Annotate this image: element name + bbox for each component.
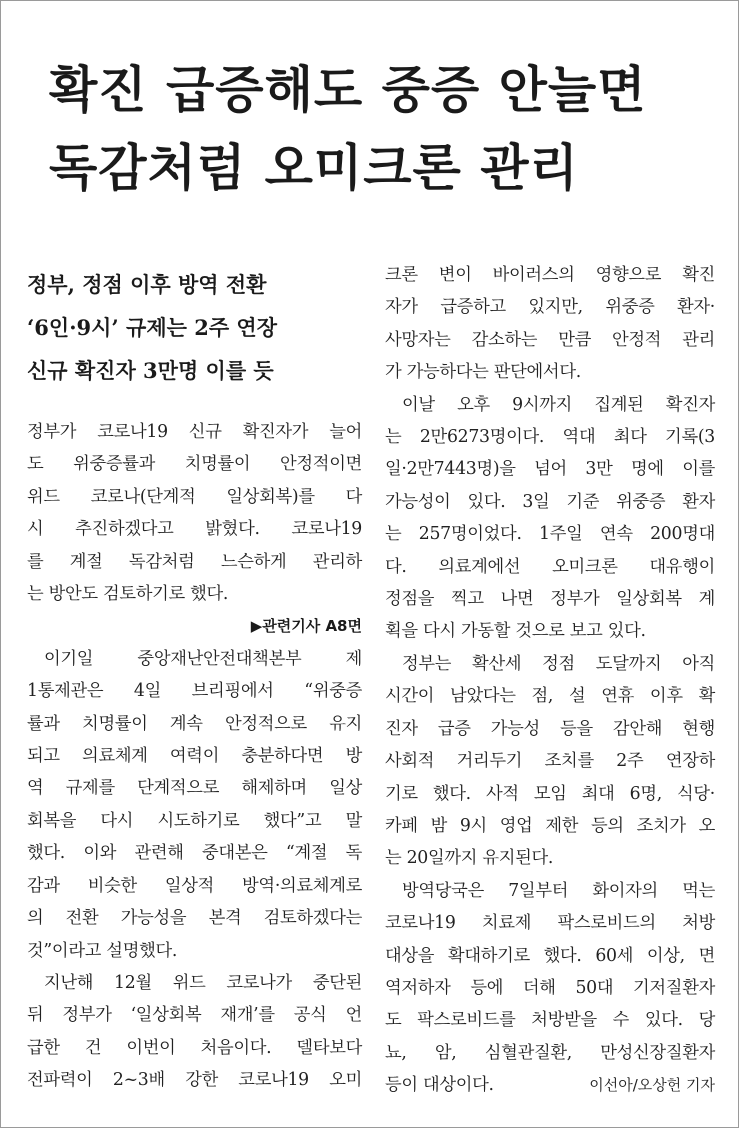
text-line: 는 20일까지 유지된다. — [385, 848, 554, 869]
paragraph — [27, 967, 362, 1097]
text-line: 뒤 정부가 ‘일상회복 재개’를 공식 언 — [27, 1005, 362, 1026]
text-line: 획을 다시 가동할 것으로 보고 있다. — [385, 621, 646, 642]
subhead: 정부, 정점 이후 방역 전환 — [27, 272, 267, 297]
text-line: 위드 코로나(단계적 일상회복)를 다 — [27, 486, 362, 507]
text-line: 전파력이 2~3배 강한 코로나19 오미 — [27, 1070, 362, 1091]
text-line: 진자 급증 가능성 등을 감안해 현행 — [385, 718, 715, 739]
related-article-link: ▶관련기사 A8면 — [250, 617, 362, 636]
text-line: 카페 밤 9시 영업 제한 등의 조치가 오 — [385, 815, 715, 836]
text-line: 정점을 찍고 나면 정부가 일상회복 계 — [385, 589, 715, 610]
text-line: 것”이라고 설명했다. — [27, 940, 178, 961]
text-line: 를 계절 독감처럼 느슨하게 관리하 — [27, 551, 362, 572]
text-line: 이날 오후 9시까지 집계된 확진자 — [402, 394, 715, 415]
text-line: 는 2만6273명이다. 역대 최다 기록(3 — [385, 427, 715, 448]
text-line: 급한 건 이번이 처음이다. 델타보다 — [27, 1037, 362, 1058]
text-line: 기로 했다. 사적 모임 최대 6명, 식당· — [385, 783, 715, 804]
text-line: 대상을 확대하기로 했다. 60세 이상, 면 — [385, 945, 715, 966]
text-line: 1통제관은 4일 브리핑에서 “위중증 — [27, 681, 362, 702]
text-line: 크론 변이 바이러스의 영향으로 확진 — [385, 265, 715, 285]
text-line: 가능성이 있다. 3일 기준 위중증 환자 — [385, 491, 715, 512]
text-line: 일·2만7443명)을 넘어 3만 명에 이를 — [385, 459, 715, 480]
text-line: 이기일 중앙재난안전대책본부 제 — [44, 648, 362, 669]
text-line: 등이 대상이다. — [385, 1075, 494, 1096]
headline-line-1: 확진 급증해도 중증 안늘면 — [49, 61, 647, 119]
text-line: 감과 비슷한 일상적 방역·의료체계로 — [27, 875, 362, 896]
right-column — [385, 259, 715, 1102]
text-line: 사망자는 감소하는 만큼 안정적 관리 — [385, 329, 715, 350]
paragraph — [27, 643, 362, 967]
text-line: 시 추진하겠다고 밝혔다. 코로나19 — [27, 519, 362, 540]
left-column — [27, 259, 362, 1097]
text-line: 시간이 남았다는 점, 설 연휴 이후 확 — [385, 686, 715, 707]
text-line: 는 257명이었다. 1주일 연속 200명대 — [385, 524, 715, 545]
subheads — [27, 263, 362, 392]
text-line: 사회적 거리두기 조치를 2주 연장하 — [385, 751, 715, 772]
text-line: 되고 의료체계 여력이 충분하다면 방 — [27, 746, 362, 767]
text-line: 정부는 확산세 정점 도달까지 아직 — [402, 653, 715, 674]
text-line: 했다. 이와 관련해 중대본은 “계절 독 — [27, 843, 362, 864]
paragraph — [27, 416, 362, 610]
closing-line — [385, 1069, 715, 1101]
text-line: 역저하자 등에 더해 50대 기저질환자 — [385, 977, 715, 998]
text-line: 뇨, 암, 심혈관질환, 만성신장질환자 — [385, 1042, 715, 1063]
text-line: 자가 급증하고 있지만, 위중증 환자· — [385, 297, 715, 318]
text-line: 다. 의료계에선 오미크론 대유행이 — [385, 556, 715, 577]
text-line: 도 팍스로비드를 처방받을 수 있다. 당 — [385, 1010, 715, 1031]
headline — [49, 51, 729, 207]
text-line: 의 전환 가능성을 본격 검토하겠다는 — [27, 908, 362, 929]
headline-line-2: 독감처럼 오미크론 관리 — [49, 139, 579, 197]
text-line: 코로나19 치료제 팍스로비드의 처방 — [385, 913, 715, 934]
text-line: 지난해 12월 위드 코로나가 중단된 — [44, 972, 362, 993]
text-line: 역 규제를 단계적으로 해제하며 일상 — [27, 778, 362, 799]
text-line: 률과 치명률이 계속 안정적으로 유지 — [27, 713, 362, 734]
text-line: 도 위중증률과 치명률이 안정적이면 — [27, 454, 362, 475]
text-line: 회복을 다시 시도하기로 했다”고 말 — [27, 810, 362, 831]
paragraph — [385, 389, 715, 648]
subhead: ‘6인·9시’ 규제는 2주 연장 — [27, 315, 277, 340]
text-line: 정부가 코로나19 신규 확진자가 늘어 — [27, 422, 362, 442]
text-line: 는 방안도 검토하기로 했다. — [27, 584, 229, 605]
paragraph — [385, 259, 715, 389]
text-line: 방역당국은 7일부터 화이자의 먹는 — [402, 880, 715, 901]
paragraph — [385, 875, 715, 1102]
paragraph — [385, 648, 715, 875]
text-line: 가 가능하다는 판단에서다. — [385, 362, 581, 383]
byline: 이선아/오상헌 기자 — [589, 1076, 715, 1095]
subhead: 신규 확진자 3만명 이를 듯 — [27, 358, 274, 383]
